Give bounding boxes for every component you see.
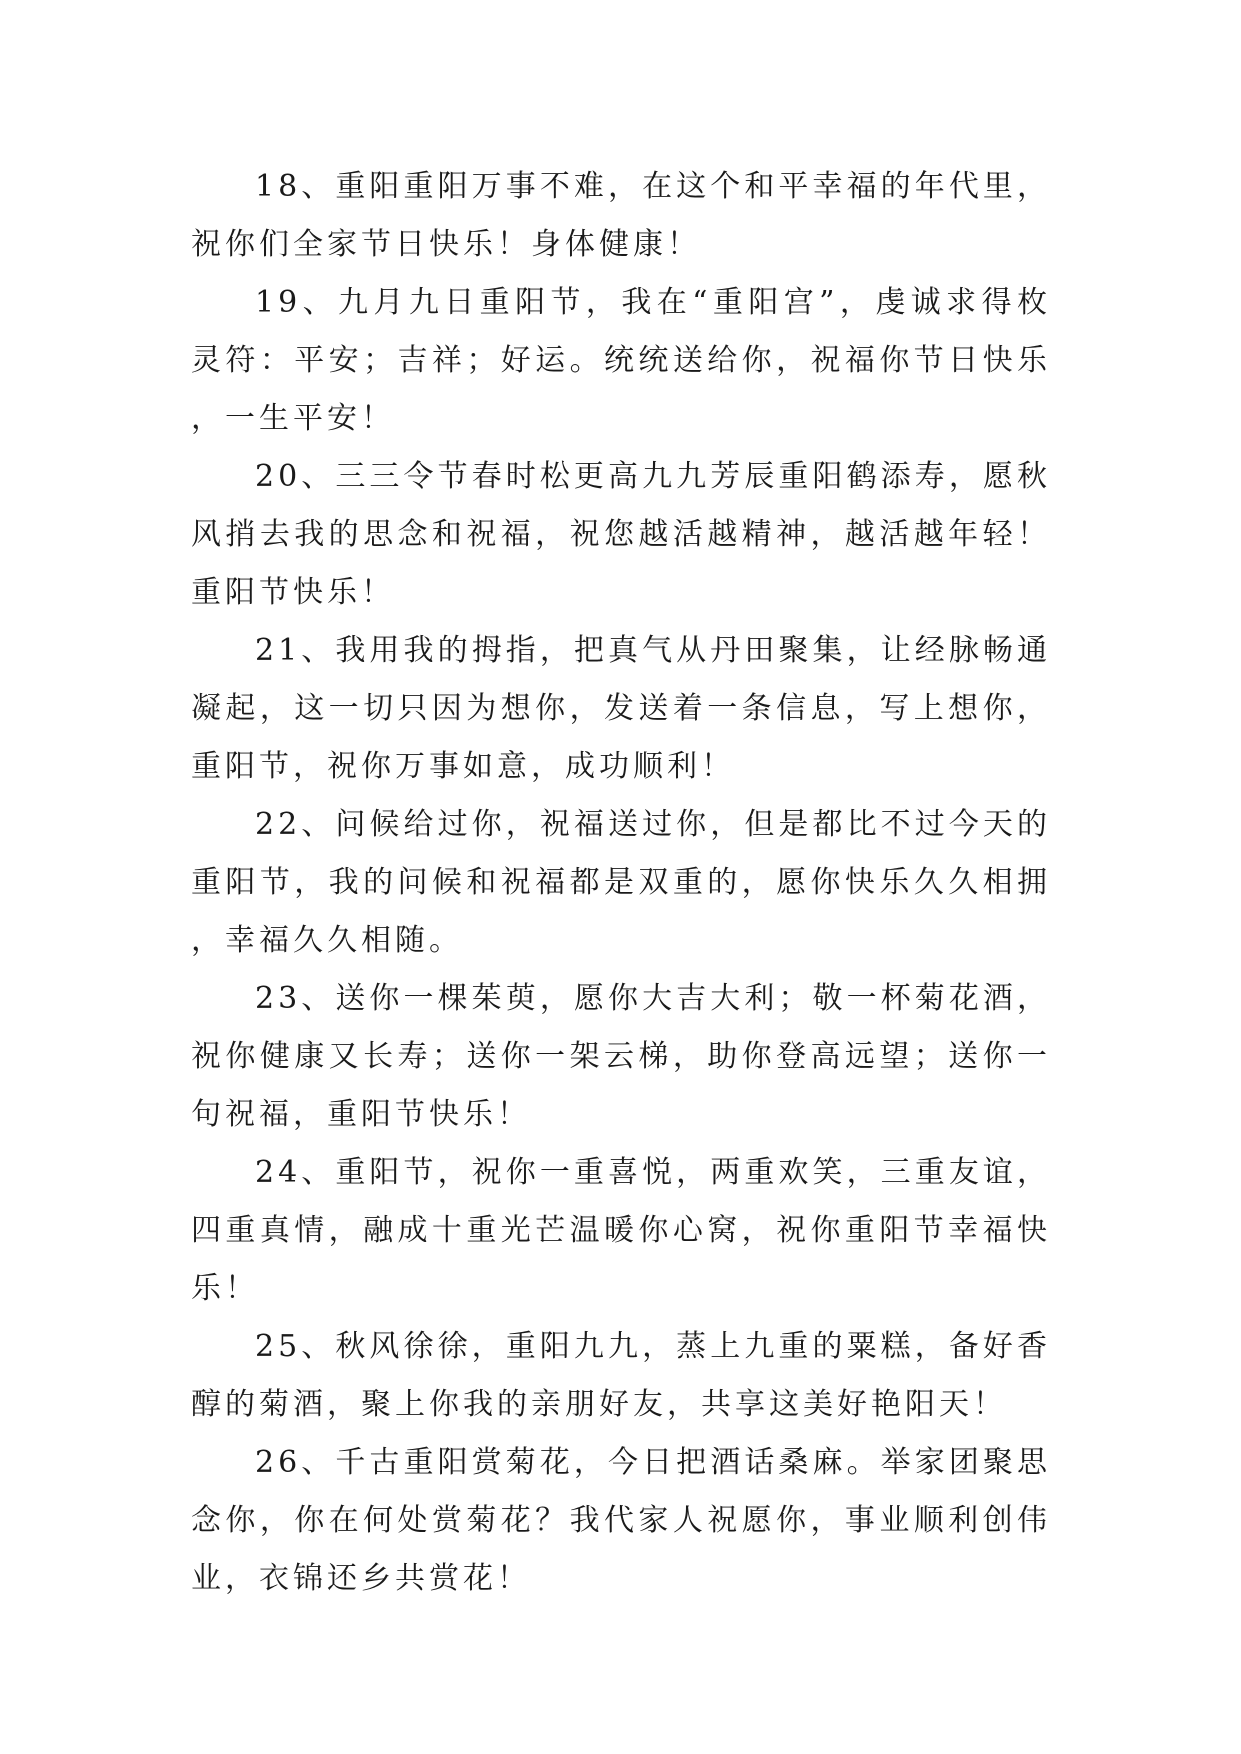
paragraph-26: 26、千古重阳赏菊花，今日把酒话桑麻。举家团聚思念你，你在何处赏菊花？我代家人祝愿你，事业顺利创伟业，衣锦还乡共赏花！ [191, 1445, 1051, 1596]
paragraph-18: 18、重阳重阳万事不难，在这个和平幸福的年代里，祝你们全家节日快乐！身体健康！ [191, 169, 1051, 262]
paragraph-21: 21、我用我的拇指，把真气从丹田聚集，让经脉畅通凝起，这一切只因为想你，发送着一条信息，写上想你，重阳节，祝你万事如意，成功顺利！ [191, 633, 1051, 784]
paragraph-25: 25、秋风徐徐，重阳九九，蒸上九重的粟糕，备好香醇的菊酒，聚上你我的亲朋好友，共享这美好艳阳天！ [191, 1329, 1051, 1422]
paragraph-22: 22、问候给过你，祝福送过你，但是都比不过今天的重阳节，我的问候和祝福都是双重的，愿你快乐久久相拥，幸福久久相随。 [191, 807, 1051, 958]
paragraph-23: 23、送你一棵茱萸，愿你大吉大利；敬一杯菊花酒，祝你健康又长寿；送你一架云梯，助你登高远望；送你一句祝福，重阳节快乐！ [191, 981, 1051, 1132]
paragraph-24: 24、重阳节，祝你一重喜悦，两重欢笑，三重友谊，四重真情，融成十重光芒温暖你心窝，祝你重阳节幸福快乐！ [191, 1155, 1051, 1306]
paragraph-19: 19、九月九日重阳节，我在“重阳宫”，虔诚求得枚灵符：平安；吉祥；好运。统统送给你，祝福你节日快乐，一生平安！ [191, 285, 1051, 436]
paragraph-20: 20、三三令节春时松更高九九芳辰重阳鹤添寿，愿秋风捎去我的思念和祝福，祝您越活越精神，越活越年轻！重阳节快乐！ [191, 459, 1051, 610]
document-body [191, 158, 1051, 1608]
